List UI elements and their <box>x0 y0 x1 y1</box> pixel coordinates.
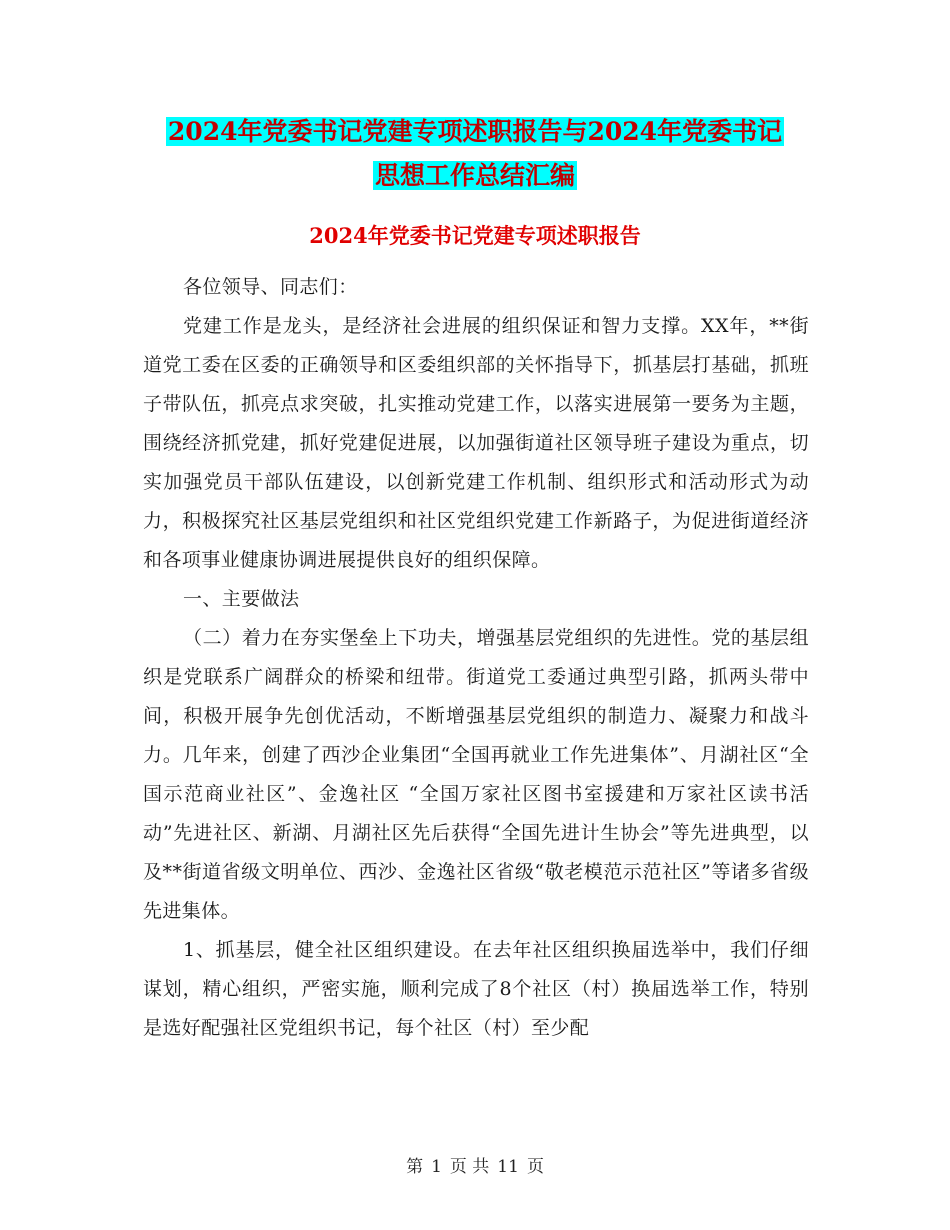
title-highlight-2: 思想工作总结汇编 <box>374 161 575 190</box>
section-title: 2024年党委书记党建专项述职报告 <box>309 223 641 248</box>
document-title-line-1 <box>0 110 950 154</box>
page-footer <box>0 1152 950 1177</box>
body-text <box>143 268 809 1048</box>
footer-total-pages: 11 <box>497 1157 519 1177</box>
paragraph-salutation: 各位领导、同志们： <box>183 276 358 298</box>
footer-label-of: 页 共 <box>449 1157 490 1177</box>
paragraph-section-two: （二）着力在夯实堡垒上下功夫，增强基层党组织的先进性。党的基层组织是党联系广阔群众的桥梁和纽带。街道党工委通过典型引路，抓两头带中间，积极开展争先创优活动，不断增强基层党组织的制造力、凝聚力和战斗力。几年来，创建了西沙企业集团“全国再就业工作先进集体”、月湖社区“全国示范商业社区”、金逸社区 “全国万家社区图书室援建和万家社区读书活动”先进社区、新湖、月湖社区先后获得“全国先进计生协会”等先进典型，以及**街道省级文明单位、西沙、金逸社区省级“敬老模范示范社区”等诸多省级先进集体。 <box>143 627 809 922</box>
title-highlight-1: 2024年党委书记党建专项述职报告与2024年党委书记 <box>167 117 783 146</box>
paragraph-point-one: 1、抓基层，健全社区组织建设。在去年社区组织换届选举中，我们仔细谋划，精心组织，严密实施，顺利完成了8个社区（村）换届选举工作，特别是选好配强社区党组织书记，每个社区（村）至少配 <box>143 939 809 1039</box>
footer-label-page: 第 <box>406 1157 424 1177</box>
document-title-line-2 <box>0 154 950 198</box>
paragraph-heading-main-practices: 一、主要做法 <box>183 588 300 610</box>
footer-current-page: 1 <box>431 1157 442 1177</box>
footer-label-end: 页 <box>526 1157 544 1177</box>
paragraph-intro: 党建工作是龙头，是经济社会进展的组织保证和智力支撑。XX年，**街道党工委在区委的正确领导和区委组织部的关怀指导下，抓基层打基础，抓班子带队伍，抓亮点求突破，扎实推动党建工作，以落实进展第一要务为主题，围绕经济抓党建，抓好党建促进展，以加强街道社区领导班子建设为重点，切实加强党员干部队伍建设，以创新党建工作机制、组织形式和活动形式为动力，积极探究社区基层党组织和社区党组织党建工作新路子，为促进街道经济和各项事业健康协调进展提供良好的组织保障。 <box>143 315 809 571</box>
